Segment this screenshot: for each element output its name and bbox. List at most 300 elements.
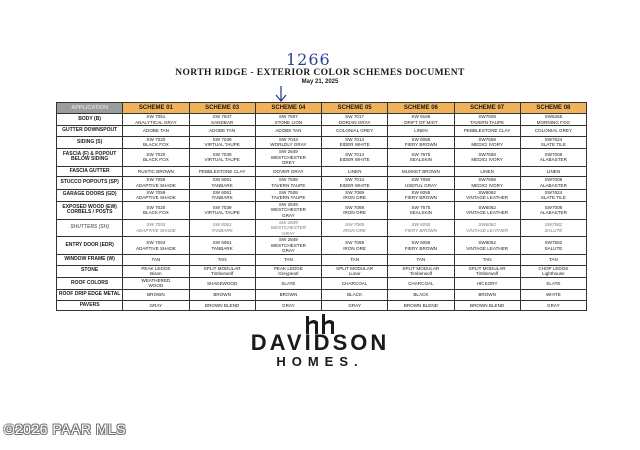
table-row — [57, 219, 587, 237]
table-cell — [255, 148, 321, 166]
table-row — [57, 277, 587, 289]
logo-name: DAVIDSON — [250, 330, 390, 355]
cell-line: SW7558 — [478, 136, 496, 142]
cell-line: LINEN — [546, 168, 561, 174]
table-cell — [189, 219, 255, 237]
cell-line: SW 2849 — [278, 237, 298, 243]
table-cell — [388, 201, 454, 219]
table-cell — [255, 126, 321, 137]
cell-line: SW6062 — [478, 189, 496, 195]
row-label: GARAGE DOORS (GD) — [57, 189, 123, 201]
table-cell — [454, 265, 520, 277]
table-row — [57, 126, 587, 137]
table-cell — [388, 126, 454, 137]
cell-line: PEAK LEDGE — [273, 265, 303, 271]
cell-line: SW7558 — [478, 151, 496, 157]
cell-line: FIERY BROWN — [404, 142, 437, 148]
table-cell — [520, 201, 586, 219]
table-cell — [189, 126, 255, 137]
table-cell — [322, 265, 388, 277]
cell-line: BROWN — [279, 292, 298, 298]
cell-line: SPLIT MODULAR — [468, 265, 506, 271]
cell-line: SLATE — [546, 280, 561, 286]
row-label: ROOF DRIP EDGE METAL — [57, 290, 123, 301]
cell-line: WORLDLY GRAY — [270, 142, 307, 148]
cell-line: WEATHERED — [141, 277, 171, 283]
table-row — [57, 255, 587, 266]
cell-line: SW 7069 — [345, 204, 365, 210]
document-title: NORTH RIDGE - EXTERIOR COLOR SCHEMES DOCUMENT — [175, 68, 465, 78]
row-label: PAVERS — [57, 300, 123, 311]
table-cell — [520, 300, 586, 311]
cell-line: SW 2849 — [278, 148, 298, 154]
cell-line: TAN — [548, 257, 558, 263]
table-cell — [123, 255, 189, 266]
cell-line: TAVERN TAUPE — [271, 182, 306, 188]
cell-line: IRON ORE — [343, 210, 366, 216]
cell-line: GREY — [281, 160, 295, 166]
cell-line: SW 7051 — [146, 114, 166, 119]
table-cell — [520, 265, 586, 277]
cell-line: ALABASTER — [539, 182, 567, 188]
cell-line: SW 7053 — [146, 240, 166, 246]
cell-line: IRON ORE — [343, 245, 366, 251]
cell-line: SW 7020 — [146, 151, 166, 157]
row-label: ROOF COLORS — [57, 277, 123, 289]
table-cell — [454, 255, 520, 266]
cell-line: TAVERN TAUPE — [470, 119, 505, 125]
row-label: FASCIA GUTTER — [57, 166, 123, 177]
row-label: WINDOW FRAME (W) — [57, 255, 123, 266]
table-cell — [322, 277, 388, 289]
table-row — [57, 177, 587, 189]
table-cell — [189, 201, 255, 219]
cell-line: SEALSKIN — [409, 210, 433, 216]
cell-line: DOVER GRAY — [273, 168, 304, 174]
cell-line: BROWN — [213, 292, 231, 298]
cell-line: WESTCHESTER — [270, 207, 306, 213]
cell-line: SW 7020 — [146, 136, 166, 142]
cell-line: Timberwolf — [475, 271, 499, 277]
cell-line: USEFUL GRAY — [404, 182, 437, 188]
cell-line: WOOD — [148, 283, 164, 289]
table-cell — [388, 300, 454, 311]
cell-line: SPLIT MODULAR — [336, 265, 374, 271]
cell-line: ADOBE TAN — [142, 128, 169, 134]
document-date: May 21, 2025 — [301, 79, 339, 85]
cell-line: SW 7547 — [212, 114, 232, 119]
cell-line: LINEN — [347, 168, 362, 174]
table-cell — [454, 126, 520, 137]
cell-line: BROWN BLEND — [205, 302, 240, 308]
table-cell — [454, 201, 520, 219]
table-cell — [255, 166, 321, 177]
cell-line: GRAY — [547, 302, 560, 308]
table-cell — [255, 300, 321, 311]
cell-line: SPLIT MODULAR — [402, 265, 440, 271]
table-cell — [189, 177, 255, 189]
scheme-header: SCHEME 04 — [255, 103, 321, 114]
cell-line: SANDBAR — [211, 119, 234, 125]
cell-line: VINTAGE LEATHER — [466, 210, 509, 216]
table-cell — [189, 189, 255, 201]
cell-line: SW 7053 — [146, 222, 166, 228]
scheme-header: SCHEME 08 — [520, 103, 586, 114]
cell-line: SW7582 — [544, 240, 563, 246]
table-cell — [322, 114, 388, 126]
table-cell — [189, 237, 255, 255]
table-cell — [520, 148, 586, 166]
table-cell — [189, 255, 255, 266]
cell-line: SPLIT MODULAR — [203, 265, 241, 271]
table-cell — [322, 219, 388, 237]
row-label: SIDING (S) — [57, 136, 123, 148]
cell-line: COLONIAL GREY — [335, 128, 374, 134]
table-row — [57, 300, 587, 311]
cell-line: GRAY — [348, 302, 361, 308]
table-cell — [255, 189, 321, 201]
cell-line: ALABASTER — [539, 210, 567, 216]
table-cell — [520, 114, 586, 126]
cell-line: BROWN — [147, 292, 165, 298]
table-cell — [388, 148, 454, 166]
table-cell — [189, 265, 255, 277]
table-row — [57, 189, 587, 201]
cell-line: SW 7014 — [345, 177, 365, 183]
cell-line: BLACK FOX — [142, 142, 169, 148]
table-cell — [255, 290, 321, 301]
cell-line: Bison — [150, 271, 162, 277]
table-row — [57, 237, 587, 255]
cell-line: ADAPTIVE SHADE — [135, 195, 176, 201]
scheme-header: SCHEME 05 — [322, 103, 388, 114]
cell-line: Greypearl — [278, 271, 299, 277]
cell-line: TAN — [283, 257, 293, 263]
cell-line: VIRTUAL TAUPE — [204, 142, 240, 148]
cell-line: TAN — [151, 257, 161, 263]
cell-line: SW 7017 — [345, 114, 365, 119]
cell-line: WESTCHESTER — [270, 154, 306, 160]
table-cell — [255, 237, 321, 255]
cell-line: SW 7014 — [345, 151, 365, 157]
cell-line: SALUTE — [544, 245, 563, 251]
table-cell — [255, 277, 321, 289]
table-cell — [454, 148, 520, 166]
cell-line: SALUTE — [544, 227, 563, 233]
table-cell — [255, 136, 321, 148]
table-cell — [255, 219, 321, 237]
cell-line: Timberwolf — [210, 271, 234, 277]
table-cell — [322, 290, 388, 301]
cell-line: GRAY — [149, 302, 163, 308]
color-scheme-table — [56, 102, 587, 311]
cell-line: DORIAN GRAY — [338, 119, 371, 125]
cell-line: EIDER WHITE — [339, 182, 370, 188]
cell-line: ADAPTIVE SHADE — [135, 182, 176, 188]
table-cell — [123, 219, 189, 237]
cell-line: SW6255 — [544, 114, 563, 119]
table-cell — [123, 166, 189, 177]
cell-line: SW 7059 — [146, 189, 166, 195]
cell-line: CHOP LEDGE — [538, 265, 569, 271]
cell-line: GRAY — [282, 230, 295, 236]
table-cell — [520, 189, 586, 201]
table-row — [57, 201, 587, 219]
cell-line: VINTAGE LEATHER — [466, 245, 509, 251]
cell-line: SW 6061 — [212, 177, 232, 183]
cell-line: SLATE TILE — [540, 195, 566, 201]
cell-line: SW 6055 — [411, 240, 431, 246]
cell-line: SW6062 — [478, 222, 496, 228]
cell-line: SW7624 — [544, 189, 563, 195]
table-cell — [189, 148, 255, 166]
cell-line: SW 2849 — [278, 201, 298, 207]
cell-line: VINTAGE LEATHER — [466, 227, 509, 233]
cell-line: SHAKEWOOD — [206, 280, 238, 286]
table-cell — [454, 300, 520, 311]
cell-line: SW 6061 — [212, 240, 232, 246]
cell-line: PEAK LEDGE — [141, 265, 171, 271]
cell-line: ADOBE TAN — [209, 128, 236, 134]
cell-line: VINTAGE LEATHER — [466, 195, 509, 201]
cell-line: FIERY BROWN — [404, 227, 437, 233]
cell-line: BROWN BLEND — [470, 302, 505, 308]
cell-line: SW 6055 — [411, 136, 431, 142]
table-row — [57, 166, 587, 177]
cell-line: STONE LION — [274, 119, 303, 125]
cell-line: FIERY BROWN — [404, 245, 437, 251]
table-cell — [123, 136, 189, 148]
cell-line: CHARCOAL — [408, 280, 434, 286]
row-label: BODY (B) — [57, 114, 123, 126]
table-cell — [454, 189, 520, 201]
cell-line: EIDER WHITE — [339, 142, 370, 148]
table-cell — [454, 219, 520, 237]
cell-line: ALABASTER — [539, 157, 567, 163]
cell-line: WESTCHESTER — [270, 242, 306, 248]
cell-line: TAN — [350, 257, 360, 263]
table-cell — [189, 300, 255, 311]
row-label: GUTTER DOWNSPOUT — [57, 126, 123, 137]
cell-line: ADAPTIVE SHADE — [135, 245, 176, 251]
cell-line: RUSTIC BROWN — [137, 168, 174, 174]
table-cell — [123, 114, 189, 126]
cell-line: GRAY — [282, 248, 295, 254]
cell-line: LINEN — [414, 128, 428, 134]
table-cell — [454, 277, 520, 289]
cell-line: SW7008 — [544, 204, 563, 210]
cell-line: BROWN BLEND — [403, 302, 438, 308]
table-cell — [454, 237, 520, 255]
table-cell — [322, 237, 388, 255]
cell-line: BROWN — [478, 292, 496, 298]
cell-line: SEALSKIN — [409, 157, 433, 163]
table-cell — [189, 277, 255, 289]
cell-line: SW7508 — [478, 114, 496, 119]
table-cell — [255, 177, 321, 189]
table-cell — [520, 126, 586, 137]
cell-line: TANBARK — [211, 182, 233, 188]
cell-line: MEDICI IVORY — [471, 142, 503, 148]
table-cell — [454, 114, 520, 126]
table-cell — [520, 136, 586, 148]
cell-line: SW6062 — [478, 204, 496, 210]
scheme-header: SCHEME 01 — [123, 103, 189, 114]
table-row — [57, 290, 587, 301]
table-body — [57, 114, 587, 311]
table-cell — [388, 265, 454, 277]
cell-line: TAN — [217, 257, 227, 263]
cell-line: SW 7675 — [411, 204, 431, 210]
table-cell — [520, 255, 586, 266]
table-cell — [388, 166, 454, 177]
cell-line: SW 7069 — [345, 240, 365, 246]
table-cell — [520, 290, 586, 301]
cell-line: SW 7069 — [345, 222, 365, 228]
cell-line: SW7558 — [478, 177, 496, 183]
cell-line: Timberwolf — [409, 271, 433, 277]
cell-line: VIRTUAL TAUPE — [204, 157, 240, 163]
table-cell — [322, 177, 388, 189]
cell-line: PEBBLESTONE CLAY — [198, 168, 246, 174]
table-cell — [123, 265, 189, 277]
cell-line: SW 7050 — [411, 177, 431, 183]
table-cell — [520, 277, 586, 289]
cell-line: SW7008 — [544, 177, 563, 183]
table-cell — [322, 255, 388, 266]
table-cell — [388, 290, 454, 301]
table-cell — [388, 255, 454, 266]
cell-line: FIERY BROWN — [404, 195, 437, 201]
scheme-header: SCHEME 06 — [388, 103, 454, 114]
cell-line: HICKORY — [476, 280, 498, 286]
cell-line: BLACK FOX — [142, 157, 169, 163]
row-label: STONE — [57, 265, 123, 277]
table-row — [57, 148, 587, 166]
cell-line: SW 7039 — [212, 151, 232, 157]
cell-line: SLATE TILE — [540, 142, 566, 148]
cell-line: SW 7508 — [278, 189, 298, 195]
cell-line: COLONIAL GREY — [534, 128, 573, 134]
cell-line: MEDICI IVORY — [471, 157, 503, 163]
table-cell — [388, 189, 454, 201]
table-cell — [388, 219, 454, 237]
cell-line: CHARCOAL — [341, 280, 368, 286]
table-row — [57, 114, 587, 126]
cell-line: LINEN — [480, 168, 494, 174]
cell-line: SLATE — [281, 280, 296, 286]
table-cell — [123, 300, 189, 311]
table-cell — [322, 201, 388, 219]
table-cell — [123, 189, 189, 201]
cell-line: TANBARK — [211, 227, 233, 233]
cell-line: GRAY — [282, 212, 295, 218]
table-cell — [322, 148, 388, 166]
table-cell — [255, 201, 321, 219]
cell-line: DRIFT OF MIST — [404, 119, 438, 125]
cell-line: SW 6055 — [411, 189, 431, 195]
table-cell — [123, 290, 189, 301]
cell-line: SW 7043 — [278, 136, 298, 142]
cell-line: SW 7507 — [278, 114, 298, 119]
table-cell — [123, 126, 189, 137]
table-cell — [388, 237, 454, 255]
cell-line: BLACK — [347, 292, 363, 298]
mls-watermark: ©2026 PAAR MLS — [4, 421, 127, 437]
cell-line: Lunar — [348, 271, 361, 277]
handwritten-number: 1266 — [286, 50, 331, 69]
table-cell — [255, 255, 321, 266]
row-label: STUCCO POPOUTS (SP) — [57, 177, 123, 189]
cell-line: TANBARK — [211, 245, 233, 251]
table-cell — [454, 166, 520, 177]
cell-line: BLACK FOX — [142, 210, 169, 216]
table-cell — [322, 189, 388, 201]
table-cell — [454, 290, 520, 301]
cell-line: SW 2849 — [278, 219, 298, 225]
cell-line: ADAPTIVE SHADE — [135, 227, 176, 233]
cell-line: SW 7508 — [278, 177, 298, 183]
cell-line: VIRTUAL TAUPE — [204, 210, 240, 216]
table-cell — [388, 114, 454, 126]
table-cell — [123, 277, 189, 289]
row-label: FASCIA (F) & POPOUT BELOW SIDING — [57, 148, 123, 166]
cell-line: SW 6055 — [411, 222, 431, 228]
cell-line: MORNING FOG — [536, 119, 571, 125]
table-cell — [189, 166, 255, 177]
cell-line: TAN — [416, 257, 426, 263]
cell-line: SW 6061 — [212, 189, 232, 195]
cell-line: Lighthouse — [542, 271, 565, 277]
cell-line: SW 7675 — [411, 151, 431, 157]
cell-line: EIDER WHITE — [339, 157, 370, 163]
table-cell — [255, 265, 321, 277]
table-cell — [454, 177, 520, 189]
cell-line: SW 7014 — [345, 136, 365, 142]
cell-line: TAN — [482, 257, 492, 263]
cell-line: IRON ORE — [343, 195, 366, 201]
corner-header: APPLICATION — [57, 103, 123, 114]
table-cell — [123, 148, 189, 166]
cell-line: GRAY — [282, 302, 295, 308]
cell-line: SW7008 — [544, 151, 563, 157]
table-cell — [255, 114, 321, 126]
cell-line: MEDICI IVORY — [471, 182, 503, 188]
cell-line: SW7624 — [544, 136, 563, 142]
scheme-header: SCHEME 03 — [189, 103, 255, 114]
cell-line: SW 7059 — [146, 177, 166, 183]
cell-line: WESTCHESTER — [270, 225, 306, 231]
cell-line: MUSKET BROWN — [401, 168, 440, 174]
table-cell — [520, 177, 586, 189]
table-cell — [520, 219, 586, 237]
scheme-header: SCHEME 07 — [454, 103, 520, 114]
table-cell — [189, 136, 255, 148]
logo-subtitle: HOMES. — [276, 354, 364, 369]
cell-line: ANALYTICAL GRAY — [135, 119, 177, 125]
table-row — [57, 265, 587, 277]
arrow-down-icon — [274, 85, 288, 103]
table-cell — [322, 136, 388, 148]
row-label: SHUTTERS (SH) — [57, 219, 123, 237]
table-header-row — [57, 103, 587, 114]
cell-line: ADOBE TAN — [275, 128, 302, 134]
cell-line: IRON ORE — [343, 227, 366, 233]
table-cell — [189, 290, 255, 301]
cell-line: BLACK — [413, 292, 429, 298]
table-cell — [322, 126, 388, 137]
row-label: EXPOSED WOOD (EW) CORBELS / POSTS — [57, 201, 123, 219]
